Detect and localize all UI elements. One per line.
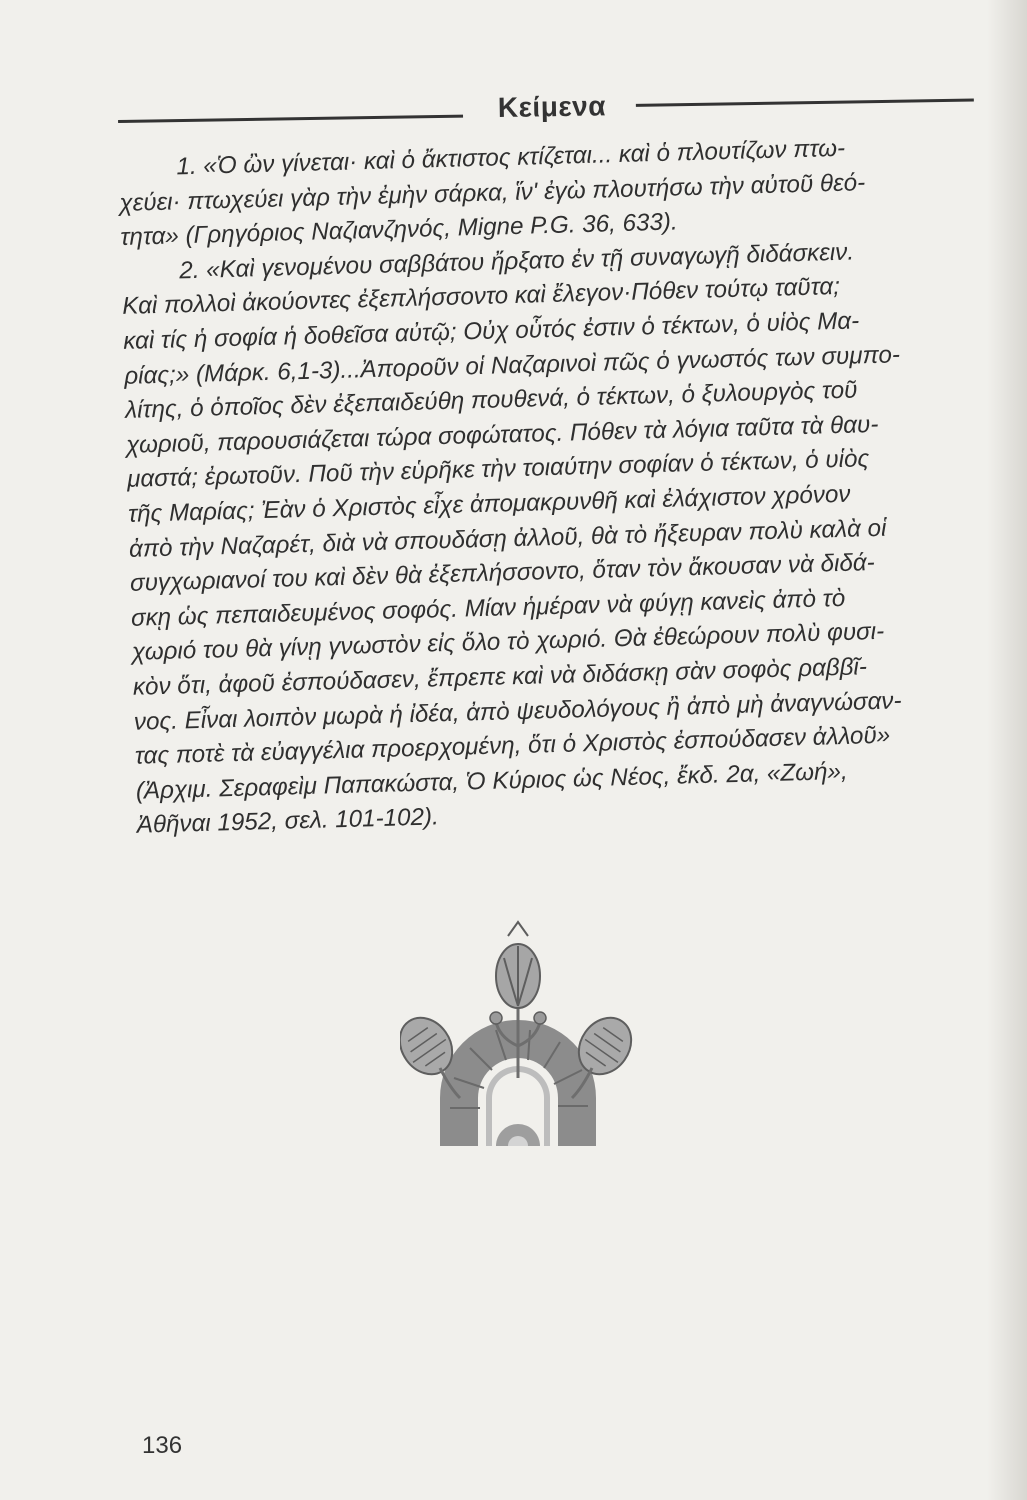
- header-rule-right: [636, 99, 974, 107]
- page-number: 136: [142, 1432, 183, 1459]
- text-line: καὶ τίς ἡ σοφία ἡ δοθεῖσα αὐτῷ; Οὐχ οὗτός ἐστιν ὁ τέκτων, ὁ υἱὸς Μα-: [122, 307, 860, 355]
- text-line: χεύει· πτωχεύει γὰρ τὴν ἐμὴν σάρκα, ἵν' ἐγὼ πλουτήσω τὴν αὐτοῦ θεό-: [119, 168, 866, 217]
- text-line: κὸν ὅτι, ἀφοῦ ἐσπούδασεν, ἔπρεπε καὶ νὰ διδάσκῃ σὰν σοφὸς ραββῖ-: [132, 653, 868, 701]
- section-title: Κείμενα: [497, 90, 607, 124]
- text-line: τῆς Μαρίας; Ἐὰν ὁ Χριστὸς εἶχε ἀπομακρυνθῆ καὶ ἐλάχιστον χρόνον: [127, 480, 851, 528]
- header-rule-left: [118, 115, 463, 123]
- text-line: χωριοῦ, παρουσιάζεται τώρα σοφώτατος. Πόθεν τὰ λόγια ταῦτα τὰ θαυ-: [125, 410, 879, 459]
- text-line: ἀπὸ τὴν Ναζαρέτ, διὰ νὰ σπουδάσῃ ἀλλοῦ, θὰ τὸ ἤξευραν πολὺ καλὰ οἱ: [128, 514, 887, 563]
- text-line: (Ἀρχιμ. Σεραφεὶμ Παπακώστα, Ὁ Κύριος ὡς Νέος, ἔκδ. 2α, «Ζωή»,: [135, 757, 848, 805]
- text-line: Ἀθῆναι 1952, σελ. 101-102).: [136, 803, 440, 840]
- text-line: μαστά; ἐρωτοῦν. Ποῦ τὴν εὑρῆκε τὴν τοιαύτην σοφίαν ὁ τέκτων, ὁ υἱὸς: [126, 445, 870, 494]
- text-line: ρίας;» (Μάρκ. 6,1-3)...Ἀποροῦν οἱ Ναζαρινοὶ πῶς ὁ γνωστός των συμπο-: [123, 340, 901, 390]
- text-line: χωριό του θὰ γίνῃ γνωστὸν εἰς ὅλο τὸ χωριό. Θὰ ἐθεώρουν πολὺ φυσι-: [131, 618, 885, 667]
- text-line: τητα» (Γρηγόριος Ναζιανζηνός, Migne P.G. 36, 633).: [120, 208, 679, 252]
- text-line: Καὶ πολλοὶ ἀκούοντες ἐξεπλήσσοντο καὶ ἔλεγον·Πόθεν τούτῳ ταῦτα;: [121, 273, 841, 321]
- floral-arch-ornament: [400, 918, 635, 1153]
- text-line: 1. «Ὁ ὢν γίνεται· καὶ ὁ ἄκτιστος κτίζεται... καὶ ὁ πλουτίζων πτω-: [176, 134, 846, 181]
- text-line: 2. «Καὶ γενομένου σαββάτου ἤρξατο ἐν τῇ συναγωγῇ διδάσκειν.: [178, 238, 855, 285]
- text-line: τας ποτὲ τὰ εὐαγγέλια προερχομένη, ὅτι ὁ Χριστὸς ἐσπούδασεν ἀλλοῦ»: [134, 721, 891, 770]
- text-line: σκῃ ὡς πεπαιδευμένος σοφός. Μίαν ἡμέραν νὰ φύγῃ κανεὶς ἀπὸ τὸ: [130, 584, 846, 632]
- text-line: λίτης, ὁ ὁποῖος δὲν ἐξεπαιδεύθη πουθενά, ὁ τέκτων, ὁ ξυλουργὸς τοῦ: [124, 376, 858, 425]
- body-text: [118, 128, 997, 844]
- text-line: συγχωριανοί του καὶ δὲν θὰ ἐξεπλήσσοντο, ὅταν τὸν ἄκουσαν νὰ διδά-: [129, 549, 876, 597]
- text-line: νος. Εἶναι λοιπὸν μωρὰ ἡ ἰδέα, ἀπὸ ψευδολόγους ἢ ἀπὸ μὴ ἀναγνώσαν-: [133, 686, 902, 736]
